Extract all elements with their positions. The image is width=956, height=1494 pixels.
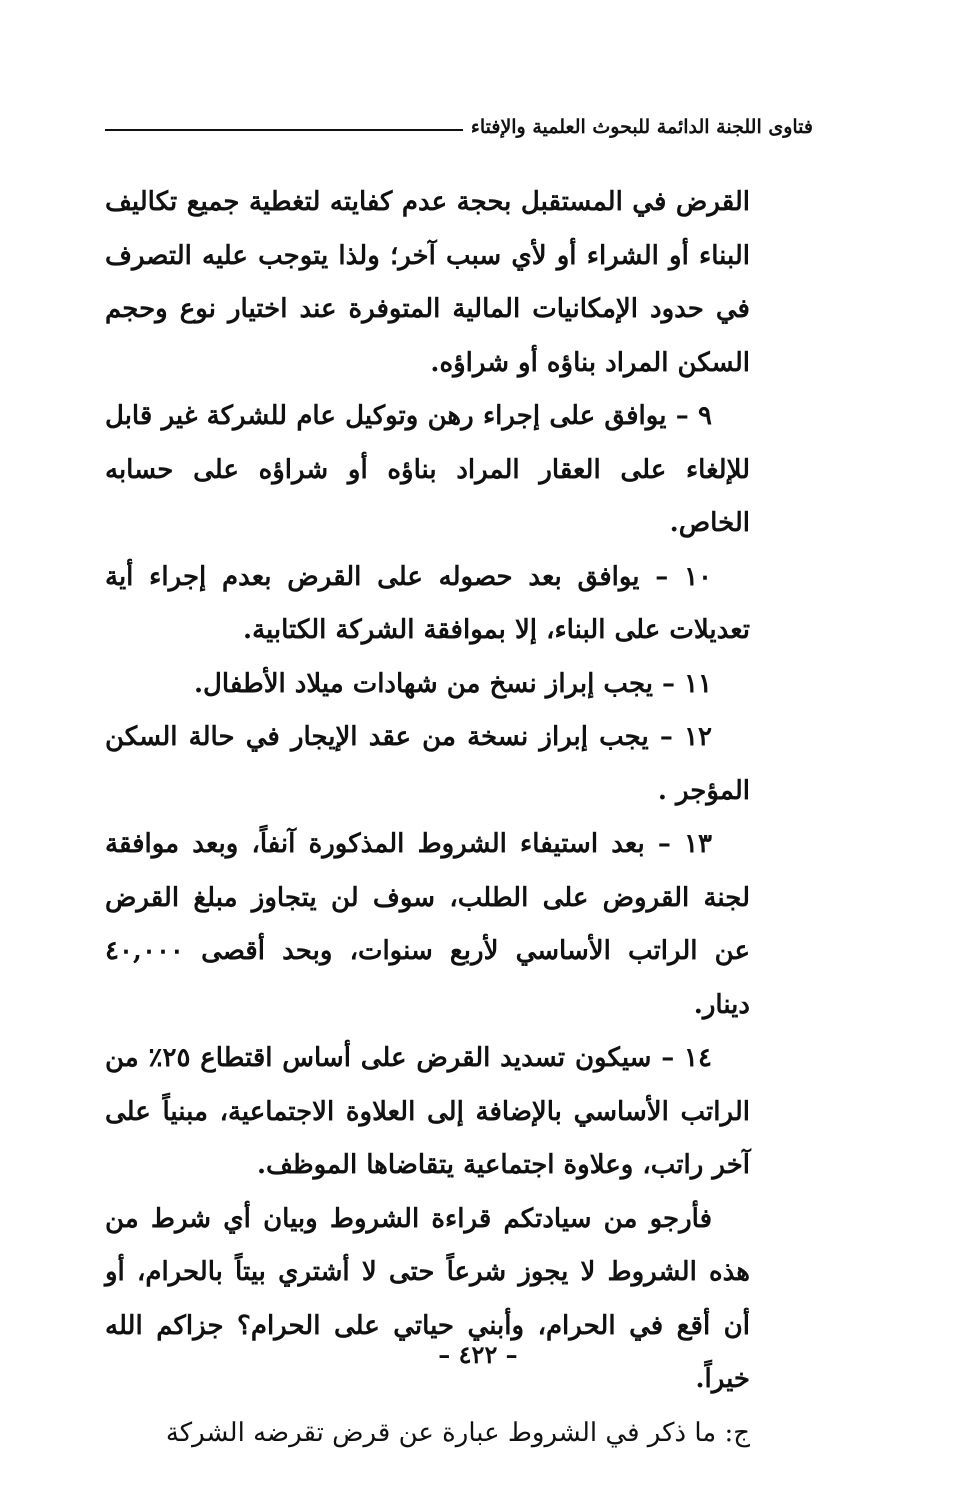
paragraph-condition-9: ٩ – يوافق على إجراء رهن وتوكيل عام للشركة غير قابل للإلغاء على العقار المراد بناؤه أو شراؤه على حسابه الخاص.	[105, 401, 750, 538]
paragraph-condition-13: ١٣ – بعد استيفاء الشروط المذكورة آنفاً، وبعد موافقة لجنة القروض على الطلب، سوف لن يتجاوز مبلغ القرض عن الراتب الأساسي لأربع سنوات، وبحد أقصى ٤٠,٠٠٠ دينار.	[105, 829, 750, 1020]
paragraph-condition-11: ١١ – يجب إبراز نسخ من شهادات ميلاد الأطفال.	[193, 668, 712, 699]
page-number: – ٤٢٢ –	[438, 1340, 518, 1369]
body-text	[105, 176, 750, 1460]
paragraph-condition-12: ١٢ – يجب إبراز نسخة من عقد الإيجار في حالة السكن المؤجر .	[105, 722, 750, 806]
header-rule	[105, 129, 463, 131]
paragraph-question: فأرجو من سيادتكم قراءة الشروط وبيان أي شرط من هذه الشروط لا يجوز شرعاً حتى لا أشتري بيتاً بالحرام، أو أن أقع في الحرام، وأبني حياتي على الحرام؟ جزاكم الله خيراً.	[105, 1203, 750, 1394]
running-header	[105, 116, 813, 138]
paragraph-answer: ج: ما ذكر في الشروط عبارة عن قرض تقرضه الشركة	[165, 1417, 750, 1448]
paragraph-continuation: القرض في المستقبل بحجة عدم كفايته لتغطية جميع تكاليف البناء أو الشراء أو لأي سبب آخر؛ ولذا يتوجب عليه التصرف في حدود الإمكانيات المالية المتوفرة عند اختيار نوع وحجم السكن المراد بناؤه أو شراؤه.	[105, 187, 750, 378]
paragraph-condition-14: ١٤ – سيكون تسديد القرض على أساس اقتطاع ٢٥٪ من الراتب الأساسي بالإضافة إلى العلاوة الاجتماعية، مبنياً على آخر راتب، وعلاوة اجتماعية يتقاضاها الموظف.	[105, 1043, 750, 1180]
paragraph-condition-10: ١٠ – يوافق بعد حصوله على القرض بعدم إجراء أية تعديلات على البناء، إلا بموافقة الشركة الكتابية.	[105, 561, 750, 645]
running-header-title: فتاوى اللجنة الدائمة للبحوث العلمية والإفتاء	[470, 116, 813, 138]
